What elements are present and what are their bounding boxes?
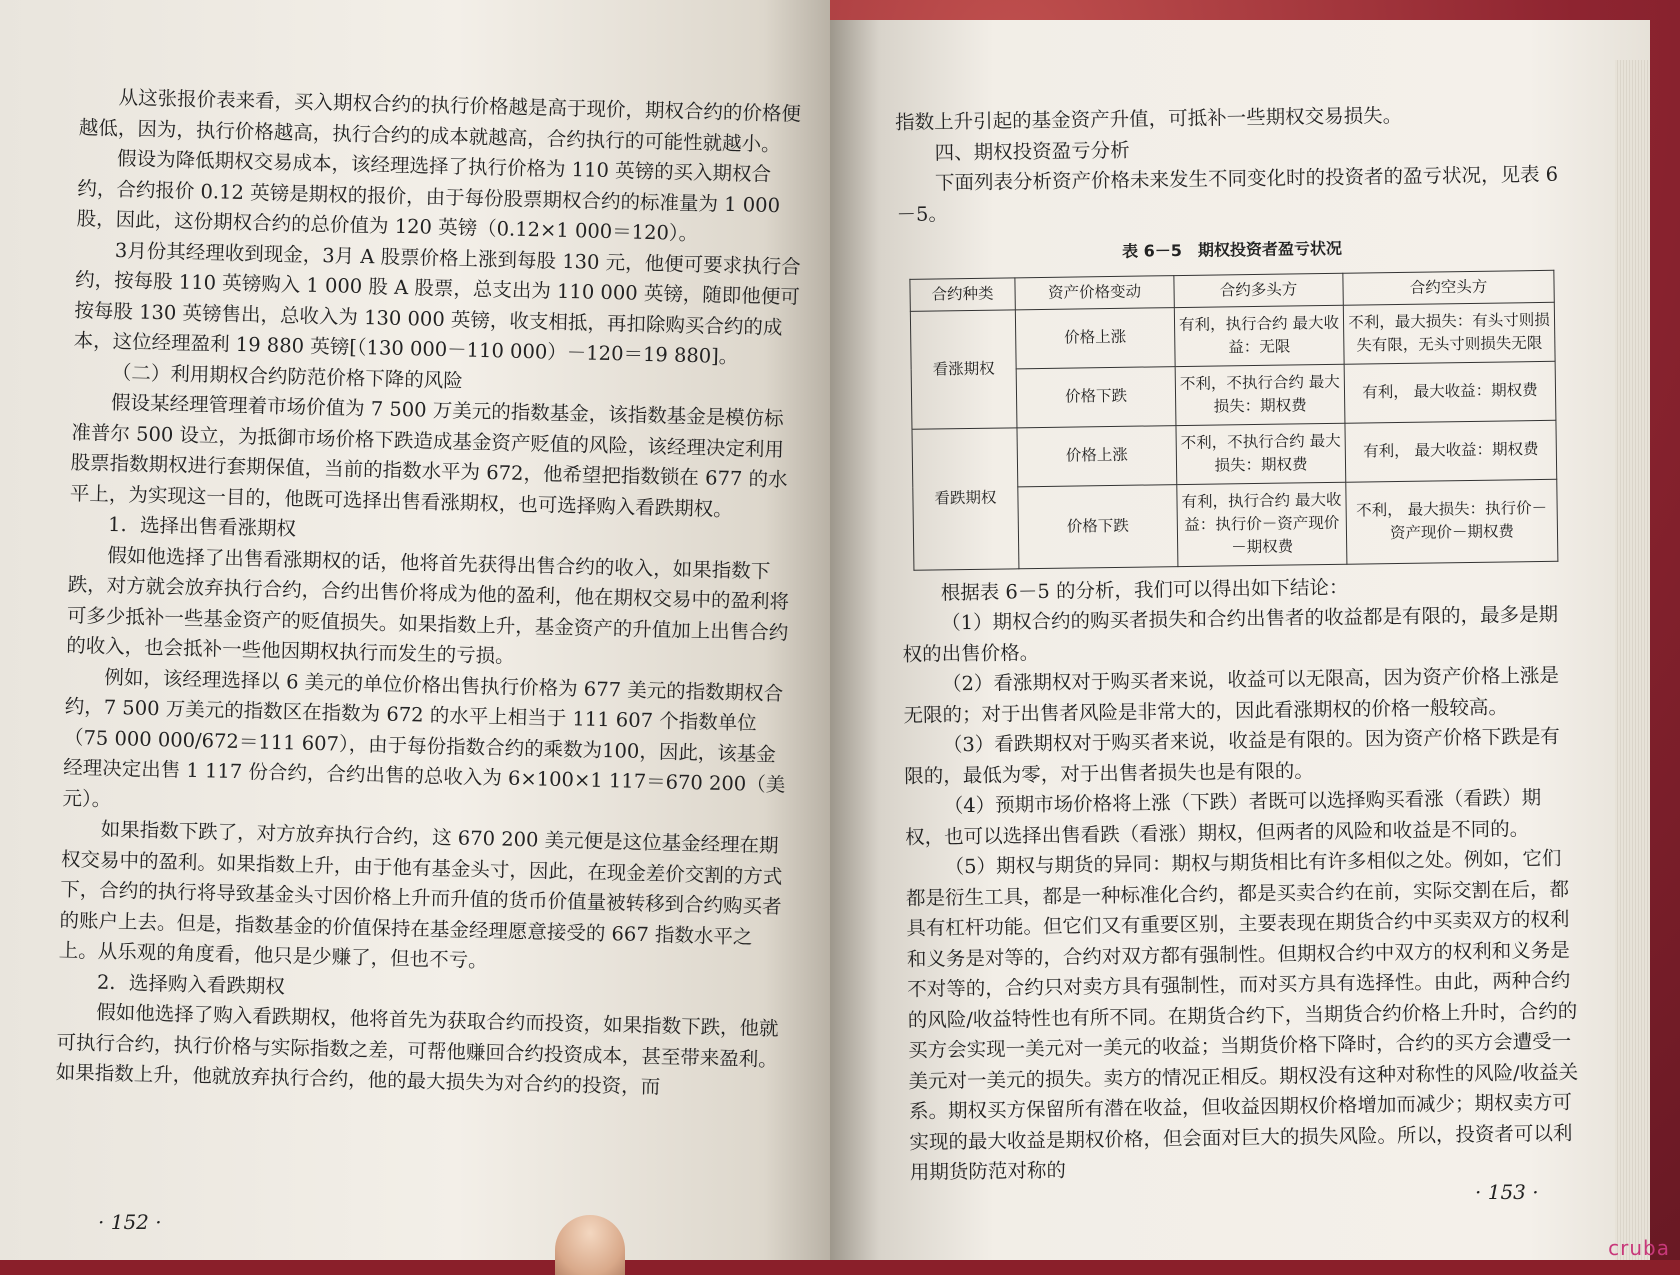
paragraph: 根据表 6－5 的分析，我们可以得出如下结论： <box>940 575 1349 604</box>
table-cell-change: 价格下跌 <box>1018 484 1178 568</box>
page-number-left: · 152 · <box>98 1210 162 1234</box>
paragraph: 假设为降低期权交易成本，该经理选择了执行价格为 110 英镑的买入期权合约，合约报价 0.12 英镑是期权的报价，由于每份股票期权合约的标准量为 1 000股，因此，这份期权合约的总价值为 120 英镑（0.12×1 000＝120）。 <box>76 146 781 246</box>
subsection-heading: 1．选择出售看涨期权 <box>107 512 297 541</box>
paragraph: （1）期权合约的购买者损失和合约出售者的收益都是有限的，最多是期权的出售价格。 <box>902 602 1559 666</box>
table-cell-long: 不利，不执行合约 最大损失：期权费 <box>1175 364 1345 425</box>
table-header: 合约多头方 <box>1174 273 1343 307</box>
paragraph: （4）预期市场价格将上涨（下跌）者既可以选择购买看涨（看跌）期权，也可以选择出售看跌（看涨）期权，但两者的风险和收益是不同的。 <box>905 786 1542 849</box>
paragraph: （3）看跌期权对于购买者来说，收益是有限的。因为资产价格下跌是有限的，最低为零，对于出售者损失也是有限的。 <box>904 724 1560 788</box>
table-title: 表 6－5 期权投资者盈亏状况 <box>1121 238 1343 261</box>
table-cell-contract: 看跌期权 <box>912 427 1019 569</box>
table-cell-long: 有利，执行合约 最大收益：无限 <box>1174 305 1344 366</box>
right-page-text <box>895 99 1580 1189</box>
paragraph: 假如他选择了购入看跌期权，他将首先为获取合约而投资，如果指数下跌，他就可执行合约，执行价格与实际指数之差，可帮他赚回合约投资成本，甚至带来盈利。如果指数上升，他就放弃执行合约，他的最大损失为对合约的投资，而 <box>55 1000 779 1099</box>
table-cell-long: 不利，不执行合约 最大损失：期权费 <box>1176 423 1346 484</box>
table-row <box>910 302 1555 370</box>
section-heading: （二）利用期权合约防范价格下降的风险 <box>111 360 464 392</box>
paragraph: 假如他选择了出售看涨期权的话，他将首先获得出售合约的收入，如果指数下跌，对方就会放弃执行合约，合约出售价将成为他的盈利，他在期权交易中的盈利将可多少抵补一些基金资产的贬值损失。如果指数上升，基金资产的升值加上出售合约的收入，也会抵补一些他因期权执行而发生的亏损。 <box>65 543 790 668</box>
table-row <box>912 420 1557 488</box>
page-number-right: · 153 · <box>1475 1180 1539 1204</box>
paragraph: （5）期权与期货的异同：期权与期货相比有许多相似之处。例如，它们都是衍生工具，都是一种标准化合约，都是买卖合约在前，实际交割在后，都具有杠杆功能。但它们又有重要区别，主要表现在期货合约中买卖双方的权利和义务是对等的，合约对双方都有强制性。但期权合约中双方的权利和义务是不对等的，合约只对卖方具有强制性，而对买方具有选择性。由此，两种合约的风险/收益特性也有所不同。在期货合约下，当期货合约价格上升时，合约的买方会实现一美元对一美元的收益；当期货价格下降时，合约的买方会遭受一美元对一美元的损失。卖方的情况正相反。期权没有这种对称性的风险/收益关系。期权买方保留所有潜在收益，但收益因期权价格增加而减少；期权卖方可实现的最大收益是期权价格，但会面对巨大的损失风险。所以，投资者可以利用期货防范对称的 <box>905 846 1579 1184</box>
page-edges <box>1615 60 1650 1260</box>
table-cell-short: 不利，最大损失：有头寸则损失有限，无头寸则损失无限 <box>1343 302 1555 364</box>
table-cell-long: 有利，执行合约 最大收益：执行价－资产现价－期权费 <box>1177 482 1347 566</box>
section-heading: 四、期权投资盈亏分析 <box>934 138 1130 164</box>
paragraph: 3月份其经理收到现金，3月 A 股票价格上涨到每股 130 元，他便可要求执行合约，按每股 110 英镑购入 1 000 股 A 股票，总支出为 110 000 英镑，随即他便可按每股 130 英镑售出，总收入为 130 000 英镑，收支相抵，再扣除购买合约的成本，这位经理盈利 19 880 英镑[（130 000－110 000）－120＝19 880]。 <box>73 238 801 369</box>
left-page <box>0 0 830 1260</box>
table-cell-short: 不利， 最大损失：执行价－资产现价－期权费 <box>1346 479 1558 564</box>
paragraph: 指数上升引起的基金资产升值，可抵补一些期权交易损失。 <box>895 103 1403 134</box>
paragraph: 从这张报价表来看，买入期权合约的执行价格越是高于现价，期权合约的价格便越低，因为，执行价格越高，执行合约的成本就越高，合约执行的可能性就越小。 <box>78 85 802 156</box>
subsection-heading: 2．选择购入看跌期权 <box>96 970 286 998</box>
left-page-text <box>55 82 804 1106</box>
table-header: 资产价格变动 <box>1015 275 1174 309</box>
table-cell-contract: 看涨期权 <box>910 309 1017 428</box>
paragraph: 假设某经理管理着市场价值为 7 500 万美元的指数基金，该指数基金是模仿标准普尔 500 设立，为抵御市场价格下跌造成基金资产贬值的风险，该经理决定利用股票指数期权进行套期保值，当前的指数水平为 672，他希望把指数锁在 677 的水平上，为实现这一目的，他既可选择出售看涨期权，也可选择购入看跌期权。 <box>69 390 788 521</box>
table-cell-change: 价格上涨 <box>1017 425 1177 486</box>
table-cell-short: 有利， 最大收益：期权费 <box>1345 420 1557 482</box>
paragraph: （2）看涨期权对于购买者来说，收益可以无限高，因为资产价格上涨是无限的；对于出售者风险是非常大的，因此看涨期权的价格一般较高。 <box>903 663 1560 727</box>
table-cell-change: 价格下跌 <box>1016 366 1176 427</box>
table-cell-short: 有利， 最大收益：期权费 <box>1344 361 1556 423</box>
table-header: 合约种类 <box>910 277 1015 310</box>
profit-loss-table <box>909 269 1558 570</box>
watermark-text: cruba <box>1608 1236 1670 1260</box>
paragraph: 下面列表分析资产价格未来发生不同变化时的投资者的盈亏状况，见表 6－5。 <box>896 162 1559 226</box>
table-header: 合约空头方 <box>1343 270 1554 305</box>
paragraph: 如果指数下跌了，对方放弃执行合约，这 670 200 美元便是这位基金经理在期权交易中的盈利。如果指数上升，由于他有基金头寸，因此，在现金差价交割的方式下，合约的执行将导致基金头寸因价格上升而升值的货币价值量被转移到合约购买者的账户上去。但是，指数基金的价值保持在基金经理愿意接受的 667 指数水平之上。从乐观的角度看，他只是少赚了，但也不亏。 <box>58 817 783 973</box>
table-cell-change: 价格上涨 <box>1015 307 1175 368</box>
paragraph: 例如，该经理选择以 6 美元的单位价格出售执行价格为 677 美元的指数期权合约，7 500 万美元的指数区在指数为 672 的水平上相当于 111 607 个指数单位（75 000 000/672＝111 607），由于每份指数合约的乘数为100，因此，该基金经理决定出售 1 117 份合约，合约出售的总收入为 6×100×1 117＝670 200（美元）。 <box>62 665 786 811</box>
